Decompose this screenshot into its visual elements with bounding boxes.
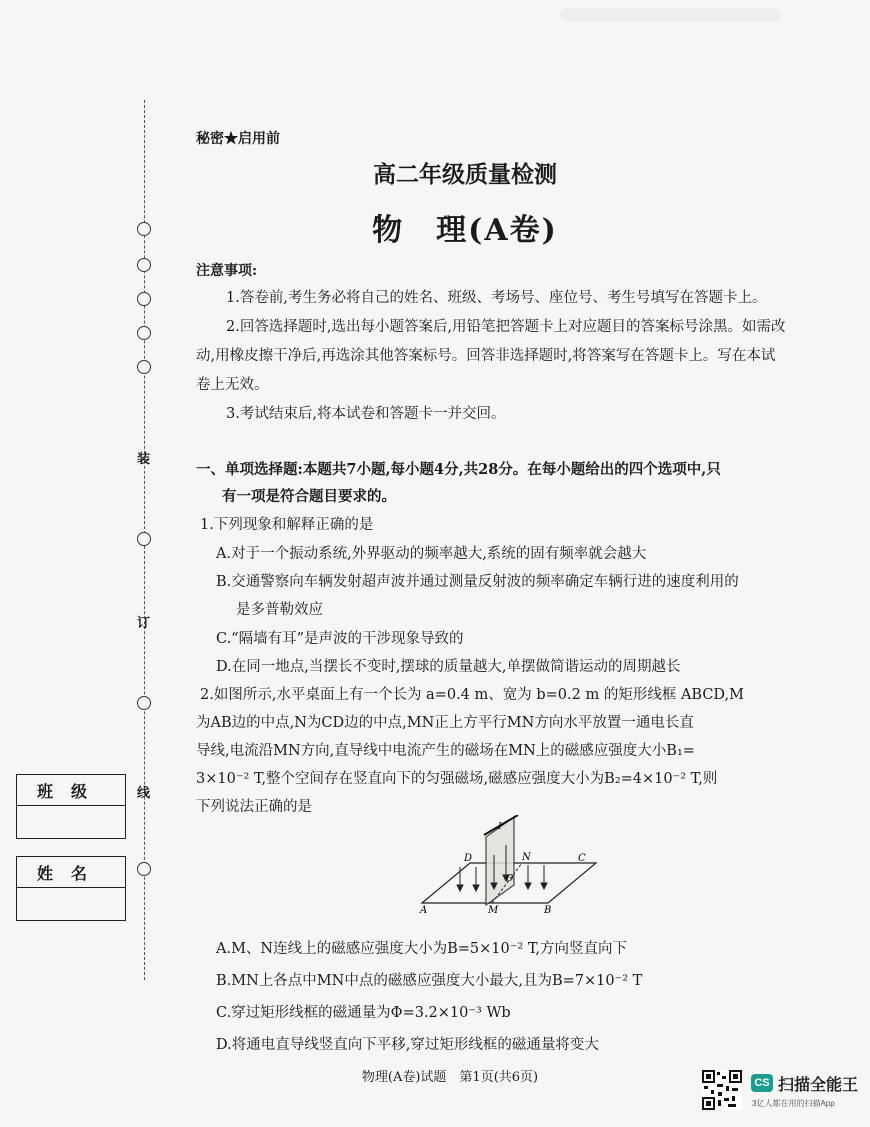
binding-hole: [137, 862, 151, 876]
class-field[interactable]: [17, 806, 125, 838]
binding-hole: [137, 532, 151, 546]
q2-option-c: C.穿过矩形线框的磁通量为Φ=3.2×10⁻³ Wb: [216, 1005, 511, 1021]
q2-option-b: B.MN上各点中MN中点的磁感应强度大小最大,且为B=7×10⁻² T: [216, 973, 643, 989]
fig-label-b: B: [544, 905, 552, 915]
q1-stem: 1.下列现象和解释正确的是: [200, 517, 374, 533]
margin-char-zhuang: 装: [137, 452, 151, 467]
notice-item-3: 3.考试结束后,将本试卷和答题卡一并交回。: [226, 406, 506, 422]
fig-label-i: I: [498, 822, 502, 832]
notice-item-2: 2.回答选择题时,选出每小题答案后,用铅笔把答题卡上对应题目的答案标号涂黑。如需改动,用橡皮擦干净后,再选涂其他答案标号。回答非选择题时,将答案写在答题卡上。写在本试卷上无效。: [196, 319, 786, 393]
margin-char-xian: 线: [137, 786, 151, 801]
q2-stem-line-3: 导线,电流沿MN方向,直导线中电流产生的磁场在MN上的磁感应强度大小B₁=: [196, 743, 695, 759]
q1-option-d: D.在同一地点,当摆长不变时,摆球的质量越大,单摆做简谐运动的周期越长: [216, 659, 681, 675]
class-label: 班级: [17, 775, 125, 806]
notice-heading: 注意事项:: [196, 263, 258, 279]
margin-char-ding: 订: [137, 616, 151, 631]
q2-stem-line-4: 3×10⁻² T,整个空间存在竖直向下的匀强磁场,磁感应强度大小为B₂=4×10⁻² T,则: [196, 771, 718, 787]
q2-option-a: A.M、N连线上的磁感应强度大小为B=5×10⁻² T,方向竖直向下: [216, 941, 627, 957]
fig-label-o: O: [506, 874, 514, 884]
qr-code-icon: [702, 1070, 742, 1110]
section-heading-cont: 有一项是符合题目要求的。: [222, 488, 396, 505]
binding-hole: [137, 326, 151, 340]
camscanner-brand: 扫描全能王: [778, 1077, 859, 1094]
q1-option-b-cont: 是多普勒效应: [236, 602, 323, 618]
binding-hole: [137, 292, 151, 306]
binding-hole: [137, 696, 151, 710]
q2-figure: [418, 815, 608, 915]
secret-mark: 秘密★启用前: [196, 131, 280, 147]
exam-subject: 物 理(A卷): [372, 213, 558, 248]
name-label: 姓名: [17, 857, 125, 888]
fig-label-a: A: [420, 905, 428, 915]
binding-hole: [137, 360, 151, 374]
q2-option-d: D.将通电直导线竖直向下平移,穿过矩形线框的磁通量将变大: [216, 1037, 599, 1053]
q1-option-a: A.对于一个振动系统,外界驱动的频率越大,系统的固有频率就会越大: [216, 546, 647, 562]
fig-label-d: D: [464, 853, 473, 864]
q2-stem-line-1: 2.如图所示,水平桌面上有一个长为 a=0.4 m、宽为 b=0.2 m 的矩形线框 ABCD,M: [200, 687, 744, 703]
exam-title: 高二年级质量检测: [373, 161, 557, 188]
name-field[interactable]: [17, 888, 125, 920]
fig-label-n: N: [522, 852, 531, 863]
fig-label-c: C: [578, 853, 586, 864]
q2-stem-line-2: 为AB边的中点,N为CD边的中点,MN正上方平行MN方向水平放置一通电长直: [196, 715, 694, 731]
notice-item-1: 1.答卷前,考生务必将自己的姓名、班级、考场号、座位号、考生号填写在答题卡上。: [226, 290, 767, 306]
scan-smudge: [560, 8, 780, 22]
fig-label-m: M: [488, 905, 499, 915]
camscanner-tagline: 3亿人都在用的扫描App: [752, 1099, 835, 1108]
q1-option-c: C.“隔墙有耳”是声波的干涉现象导致的: [216, 631, 464, 647]
q2-stem-line-5: 下列说法正确的是: [196, 799, 312, 815]
camscanner-logo: CS: [751, 1074, 773, 1092]
section-heading: 一、单项选择题:本题共7小题,每小题4分,共28分。在每小题给出的四个选项中,只: [196, 461, 721, 478]
q1-option-b: B.交通警察向车辆发射超声波并通过测量反射波的频率确定车辆行进的速度利用的: [216, 574, 739, 590]
page-footer: 物理(A卷)试题 第1页(共6页): [361, 1070, 539, 1085]
binding-hole: [137, 258, 151, 272]
class-box: [16, 774, 126, 839]
name-box: [16, 856, 126, 921]
